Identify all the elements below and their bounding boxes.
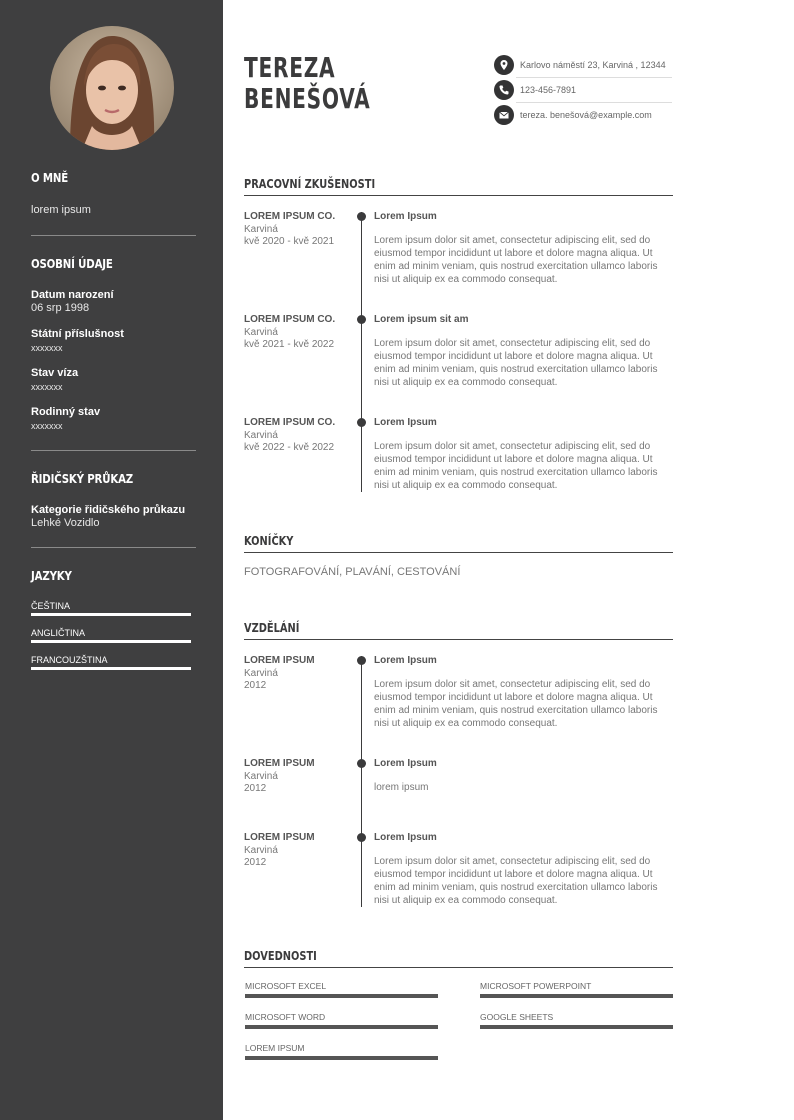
entry-dates: 2012 xyxy=(244,783,267,794)
timeline-dot xyxy=(357,833,366,842)
section-divider xyxy=(244,195,673,196)
entry-organization: LOREM IPSUM xyxy=(244,832,315,843)
first-name: TEREZA xyxy=(244,51,336,84)
marital-label: Rodinný stav xyxy=(31,406,101,418)
section-divider xyxy=(244,639,673,640)
entry-organization: LOREM IPSUM CO. xyxy=(244,314,336,325)
entry-city: Karviná xyxy=(244,430,278,441)
birthdate-value: 06 srp 1998 xyxy=(31,302,90,314)
skill-name: MICROSOFT EXCEL xyxy=(245,981,327,991)
about-title: O MNĚ xyxy=(31,171,69,185)
language-level-bar xyxy=(31,640,191,643)
entry-title: Lorem Ipsum xyxy=(374,758,437,769)
entry-description: Lorem ipsum dolor sit amet, consectetur adipiscing elit, sed do eiusmod tempor incididunt ut labore et dolore magna aliqua. Ut enim ad minim veniam, quis nostrud exercitation ullamco laboris nisi ut aliquip ex ea commodo consequat. xyxy=(374,441,658,491)
skill-level-bar xyxy=(480,994,673,998)
sidebar-divider xyxy=(31,547,196,548)
entry-city: Karviná xyxy=(244,771,278,782)
hobbies-title: KONÍČKY xyxy=(244,534,294,548)
phone-icon xyxy=(494,80,514,100)
skill-level-bar xyxy=(245,1025,438,1029)
skill-level-bar xyxy=(480,1025,673,1029)
license-title: ŘIDIČSKÝ PRŮKAZ xyxy=(31,472,134,486)
license-value: Lehké Vozidlo xyxy=(31,517,100,529)
email-text: tereza. benešová@example.com xyxy=(520,110,652,120)
skill-level-bar xyxy=(245,994,438,998)
contact-divider xyxy=(516,77,672,78)
section-divider xyxy=(244,552,673,553)
entry-city: Karviná xyxy=(244,845,278,856)
entry-title: Lorem ipsum sit am xyxy=(374,314,469,325)
entry-title: Lorem Ipsum xyxy=(374,417,437,428)
entry-description: Lorem ipsum dolor sit amet, consectetur adipiscing elit, sed do eiusmod tempor incididunt ut labore et dolore magna aliqua. Ut enim ad minim veniam, quis nostrud exercitation ullamco laboris nisi ut aliquip ex ea commodo consequat. xyxy=(374,679,658,729)
skill-name: LOREM IPSUM xyxy=(245,1043,305,1053)
sidebar xyxy=(0,0,223,1120)
sidebar-divider xyxy=(31,450,196,451)
timeline-line xyxy=(361,656,362,907)
nationality-value: xxxxxxx xyxy=(31,343,63,353)
education-title: VZDĚLÁNÍ xyxy=(244,621,300,635)
skills-title: DOVEDNOSTI xyxy=(244,949,317,963)
contact-divider xyxy=(516,102,672,103)
hobbies-text: FOTOGRAFOVÁNÍ, PLAVÁNÍ, CESTOVÁNÍ xyxy=(244,566,461,578)
location-pin-icon xyxy=(494,55,514,75)
entry-organization: LOREM IPSUM CO. xyxy=(244,417,336,428)
entry-title: Lorem Ipsum xyxy=(374,655,437,666)
timeline-dot xyxy=(357,315,366,324)
visa-label: Stav víza xyxy=(31,367,79,379)
timeline-line xyxy=(361,212,362,492)
entry-organization: LOREM IPSUM xyxy=(244,758,315,769)
visa-value: xxxxxxx xyxy=(31,382,63,392)
entry-dates: kvě 2021 - kvě 2022 xyxy=(244,339,335,350)
personal-title: OSOBNÍ ÚDAJE xyxy=(31,257,113,271)
entry-dates: kvě 2022 - kvě 2022 xyxy=(244,442,335,453)
entry-dates: 2012 xyxy=(244,857,267,868)
skill-name: GOOGLE SHEETS xyxy=(480,1012,554,1022)
skill-name: MICROSOFT POWERPOINT xyxy=(480,981,592,991)
entry-description: Lorem ipsum dolor sit amet, consectetur adipiscing elit, sed do eiusmod tempor incididunt ut labore et dolore magna aliqua. Ut enim ad minim veniam, quis nostrud exercitation ullamco laboris nisi ut aliquip ex ea commodo consequat. xyxy=(374,235,658,285)
entry-title: Lorem Ipsum xyxy=(374,832,437,843)
entry-dates: 2012 xyxy=(244,680,267,691)
phone-text: 123-456-7891 xyxy=(520,85,577,95)
entry-organization: LOREM IPSUM CO. xyxy=(244,211,336,222)
timeline-dot xyxy=(357,418,366,427)
marital-value: xxxxxxx xyxy=(31,421,63,431)
timeline-dot xyxy=(357,759,366,768)
entry-dates: kvě 2020 - kvě 2021 xyxy=(244,236,335,247)
skill-name: MICROSOFT WORD xyxy=(245,1012,326,1022)
person-name xyxy=(244,52,370,114)
timeline-dot xyxy=(357,656,366,665)
entry-title: Lorem Ipsum xyxy=(374,211,437,222)
profile-photo xyxy=(50,26,174,150)
entry-city: Karviná xyxy=(244,668,278,679)
about-text: lorem ipsum xyxy=(31,204,91,216)
languages-title: JAZYKY xyxy=(31,569,72,583)
birthdate-label: Datum narození xyxy=(31,289,114,301)
address-text: Karlovo náměstí 23, Karviná , 12344 xyxy=(520,60,666,70)
entry-description: Lorem ipsum dolor sit amet, consectetur adipiscing elit, sed do eiusmod tempor incididunt ut labore et dolore magna aliqua. Ut enim ad minim veniam, quis nostrud exercitation ullamco laboris nisi ut aliquip ex ea commodo consequat. xyxy=(374,338,658,388)
entry-city: Karviná xyxy=(244,224,278,235)
entry-description: Lorem ipsum dolor sit amet, consectetur adipiscing elit, sed do eiusmod tempor incididunt ut labore et dolore magna aliqua. Ut enim ad minim veniam, quis nostrud exercitation ullamco laboris nisi ut aliquip ex ea commodo consequat. xyxy=(374,856,658,906)
language-item: FRANCOUZŠTINA xyxy=(31,655,108,665)
timeline-dot xyxy=(357,212,366,221)
sidebar-divider xyxy=(31,235,196,236)
nationality-label: Státní příslušnost xyxy=(31,328,124,340)
skill-level-bar xyxy=(245,1056,438,1060)
entry-organization: LOREM IPSUM xyxy=(244,655,315,666)
last-name: BENEŠOVÁ xyxy=(244,82,371,115)
envelope-icon xyxy=(494,105,514,125)
language-item: ANGLIČTINA xyxy=(31,628,86,638)
entry-city: Karviná xyxy=(244,327,278,338)
language-level-bar xyxy=(31,613,191,616)
experience-title: PRACOVNÍ ZKUŠENOSTI xyxy=(244,177,376,191)
language-level-bar xyxy=(31,667,191,670)
language-item: ČEŠTINA xyxy=(31,601,71,611)
section-divider xyxy=(244,967,673,968)
entry-description: lorem ipsum xyxy=(374,782,429,793)
license-label: Kategorie řidičského průkazu xyxy=(31,504,186,516)
